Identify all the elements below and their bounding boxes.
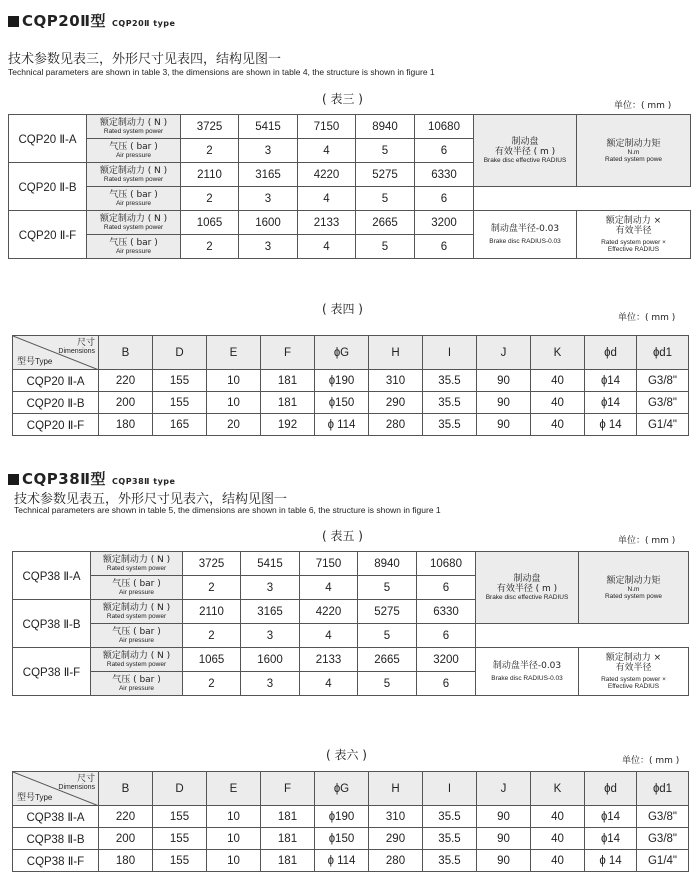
model-cell: CQP20 Ⅱ-B: [9, 163, 87, 211]
square-bullet-icon: [8, 474, 19, 485]
radius-label-en: Brake disc RADIUS-0.03: [491, 675, 563, 682]
disc-label-en: Brake disc effective RADIUS: [483, 157, 567, 164]
table6-unit: 单位：( mm ): [622, 756, 680, 766]
dimensions-label: [58, 338, 95, 355]
dimension-value-cell: 165: [153, 414, 207, 436]
dimension-value-cell: 310: [369, 370, 423, 392]
column-header: E: [207, 336, 261, 370]
column-header: K: [531, 772, 585, 806]
formula-en-a: Rated system power ×: [601, 676, 666, 683]
pressure-value-cell: 3: [239, 235, 298, 259]
column-header: D: [153, 336, 207, 370]
section1-intro-en: Technical parameters are shown in table 3, the dimensions are shown in table 4, the structure is shown in figure 1: [8, 67, 435, 77]
radius-label-zh: 制动盘半径-0.03: [490, 224, 560, 234]
pressure-label-cell: [87, 187, 181, 211]
column-header: J: [477, 772, 531, 806]
pressure-label-cell: [91, 624, 183, 648]
force-value-cell: 2110: [183, 600, 241, 624]
dimension-value-cell: G1/4": [637, 414, 689, 436]
force-value-cell: 1065: [183, 648, 241, 672]
type-label-zh: 型号: [17, 356, 36, 366]
dimension-value-cell: 35.5: [423, 850, 477, 872]
force-value-cell: 3200: [415, 211, 474, 235]
dimension-value-cell: ɸ 114: [315, 850, 369, 872]
dimension-value-cell: 310: [369, 806, 423, 828]
dimension-value-cell: 181: [261, 392, 315, 414]
model-cell: CQP38 Ⅱ-A: [13, 806, 99, 828]
pressure-value-cell: 2: [181, 187, 239, 211]
force-value-cell: 2133: [300, 648, 358, 672]
force-value-cell: 2665: [356, 211, 415, 235]
force-label-cell: [87, 211, 181, 235]
pressure-label-cell: [87, 139, 181, 163]
dimension-value-cell: G3/8": [637, 392, 689, 414]
force-value-cell: 2110: [181, 163, 239, 187]
type-label-en: Type: [35, 357, 53, 366]
dimension-value-cell: 290: [369, 828, 423, 850]
dimension-value-cell: 10: [207, 850, 261, 872]
pressure-value-cell: 4: [298, 187, 356, 211]
dimension-value-cell: 40: [531, 850, 585, 872]
dimension-value-cell: 200: [99, 828, 153, 850]
table-row: [13, 828, 689, 850]
torque-header: [577, 115, 691, 187]
disc-label-zh-a: 制动盘: [513, 574, 541, 584]
force-label-zh: 额定制动力 ( N ): [99, 214, 168, 224]
force-value-cell: 6330: [415, 163, 474, 187]
force-value-cell: 6330: [417, 600, 476, 624]
column-header: B: [99, 772, 153, 806]
force-value-cell: 3200: [417, 648, 476, 672]
model-cell: CQP20 Ⅱ-A: [13, 370, 99, 392]
table6-caption: ( 表六 ): [326, 748, 367, 762]
dimension-value-cell: 180: [99, 414, 153, 436]
force-value-cell: 4220: [298, 163, 356, 187]
column-header: D: [153, 772, 207, 806]
pressure-label-zh: 气压 ( bar ): [109, 142, 158, 152]
dimension-value-cell: 40: [531, 392, 585, 414]
dimension-value-cell: G1/4": [637, 850, 689, 872]
force-value-cell: 2665: [358, 648, 417, 672]
force-value-cell: 5275: [358, 600, 417, 624]
pressure-value-cell: 6: [417, 672, 476, 696]
force-label-cell: [91, 600, 183, 624]
table6: [12, 771, 689, 872]
table3: [8, 114, 691, 259]
dimensions-label-zh: 尺寸: [76, 774, 95, 784]
column-header: ɸd1: [637, 772, 689, 806]
pressure-value-cell: 2: [183, 576, 241, 600]
pressure-value-cell: 2: [183, 624, 241, 648]
type-label: [17, 354, 52, 367]
force-value-cell: 8940: [356, 115, 415, 139]
pressure-label-en: Air pressure: [118, 589, 155, 596]
table-row: [13, 370, 689, 392]
table5: [12, 551, 689, 696]
dimension-value-cell: 90: [477, 806, 531, 828]
torque-unit: N.m: [627, 585, 640, 593]
formula-en-b: Effective RADIUS: [607, 683, 660, 690]
table-row: [9, 211, 691, 235]
dimension-value-cell: 181: [261, 850, 315, 872]
dimension-value-cell: G3/8": [637, 806, 689, 828]
column-header: ɸG: [315, 336, 369, 370]
dimension-value-cell: 20: [207, 414, 261, 436]
model-cell: CQP20 Ⅱ-B: [13, 392, 99, 414]
dimension-value-cell: ɸ 14: [585, 414, 637, 436]
force-label-en: Rated system power: [103, 128, 164, 135]
torque-label-en: Rated system powe: [604, 592, 663, 600]
dimensions-label: [58, 774, 95, 791]
dimension-type-header: [13, 772, 99, 806]
dimension-value-cell: 155: [153, 392, 207, 414]
disc-label-zh-b: 有效半径 ( m ): [496, 584, 558, 594]
pressure-value-cell: 4: [298, 235, 356, 259]
force-label-en: Rated system power: [106, 565, 167, 572]
force-label-cell: [91, 552, 183, 576]
type-label-en: Type: [35, 793, 53, 802]
force-value-cell: 3725: [181, 115, 239, 139]
column-header: E: [207, 772, 261, 806]
pressure-value-cell: 3: [241, 576, 300, 600]
torque-unit: N.m: [627, 148, 640, 156]
pressure-label-zh: 气压 ( bar ): [112, 675, 161, 685]
torque-label-en: Rated system powe: [604, 155, 663, 163]
dimension-value-cell: 10: [207, 806, 261, 828]
column-header: I: [423, 772, 477, 806]
dimension-value-cell: 35.5: [423, 414, 477, 436]
force-value-cell: 7150: [298, 115, 356, 139]
force-label-cell: [87, 115, 181, 139]
torque-formula-cell: [579, 648, 689, 696]
dimension-value-cell: 35.5: [423, 392, 477, 414]
type-label: [17, 790, 52, 803]
force-value-cell: 3165: [241, 600, 300, 624]
pressure-value-cell: 2: [183, 672, 241, 696]
torque-header: [579, 552, 689, 624]
pressure-label-zh: 气压 ( bar ): [112, 579, 161, 589]
dimension-value-cell: 155: [153, 806, 207, 828]
table5-unit: 单位：( mm ): [618, 536, 676, 546]
dimension-value-cell: 90: [477, 392, 531, 414]
force-value-cell: 1065: [181, 211, 239, 235]
table-row: [13, 624, 689, 648]
pressure-label-cell: [87, 235, 181, 259]
dimension-value-cell: 35.5: [423, 370, 477, 392]
pressure-value-cell: 5: [356, 187, 415, 211]
pressure-value-cell: 4: [300, 624, 358, 648]
column-header: J: [477, 336, 531, 370]
column-header: ɸd1: [637, 336, 689, 370]
table-row: [13, 806, 689, 828]
column-header: ɸG: [315, 772, 369, 806]
model-cell: CQP38 Ⅱ-F: [13, 648, 91, 696]
header-row: [13, 772, 689, 806]
column-header: ɸd: [585, 772, 637, 806]
header-row: [13, 336, 689, 370]
pressure-value-cell: 2: [181, 235, 239, 259]
model-cell: CQP38 Ⅱ-A: [13, 552, 91, 600]
force-label-zh: 额定制动力 ( N ): [102, 603, 171, 613]
force-value-cell: 5415: [239, 115, 298, 139]
pressure-label-cell: [91, 576, 183, 600]
force-label-cell: [87, 163, 181, 187]
column-header: F: [261, 336, 315, 370]
formula-zh-a: 额定制动力 ×: [605, 653, 662, 663]
disc-radius-header: [474, 115, 577, 187]
formula-en-b: Effective RADIUS: [607, 246, 660, 253]
pressure-label-zh: 气压 ( bar ): [109, 238, 158, 248]
dimension-value-cell: ɸ150: [315, 392, 369, 414]
force-value-cell: 1600: [239, 211, 298, 235]
pressure-label-en: Air pressure: [118, 685, 155, 692]
model-cell: CQP20 Ⅱ-F: [9, 211, 87, 259]
table-row: [9, 187, 691, 211]
pressure-label-cell: [91, 672, 183, 696]
force-value-cell: 5415: [241, 552, 300, 576]
pressure-value-cell: 4: [298, 139, 356, 163]
force-label-zh: 额定制动力 ( N ): [102, 555, 171, 565]
pressure-value-cell: 5: [358, 672, 417, 696]
dimension-value-cell: ɸ14: [585, 370, 637, 392]
dimension-value-cell: ɸ190: [315, 806, 369, 828]
pressure-value-cell: 6: [415, 139, 474, 163]
dimension-value-cell: 181: [261, 370, 315, 392]
table-row: [13, 414, 689, 436]
force-value-cell: 1600: [241, 648, 300, 672]
pressure-label-en: Air pressure: [115, 152, 152, 159]
column-header: ɸd: [585, 336, 637, 370]
pressure-value-cell: 5: [358, 624, 417, 648]
square-bullet-icon: [8, 16, 19, 27]
torque-label-zh: 额定制动力矩: [606, 575, 661, 586]
pressure-value-cell: 6: [417, 576, 476, 600]
pressure-label-en: Air pressure: [118, 637, 155, 644]
formula-en-a: Rated system power ×: [601, 239, 666, 246]
force-value-cell: 4220: [300, 600, 358, 624]
force-value-cell: 10680: [417, 552, 476, 576]
table4-caption: ( 表四 ): [322, 302, 363, 316]
dimensions-label-en: Dimensions: [58, 348, 95, 355]
model-cell: CQP38 Ⅱ-B: [13, 600, 91, 648]
dimensions-label-zh: 尺寸: [76, 338, 95, 348]
dimension-value-cell: 40: [531, 370, 585, 392]
formula-zh-b: 有效半径: [615, 663, 652, 673]
pressure-value-cell: 5: [358, 576, 417, 600]
pressure-value-cell: 3: [239, 187, 298, 211]
pressure-value-cell: 4: [300, 672, 358, 696]
dimension-value-cell: 10: [207, 370, 261, 392]
dimension-value-cell: 180: [99, 850, 153, 872]
dimension-value-cell: ɸ14: [585, 392, 637, 414]
pressure-label-zh: 气压 ( bar ): [112, 627, 161, 637]
dimension-type-header: [13, 336, 99, 370]
torque-formula-cell: [577, 211, 691, 259]
dimension-value-cell: 40: [531, 828, 585, 850]
force-label-en: Rated system power: [103, 224, 164, 231]
pressure-value-cell: 6: [417, 624, 476, 648]
dimension-value-cell: 290: [369, 392, 423, 414]
table4: [12, 335, 689, 436]
pressure-value-cell: 3: [241, 624, 300, 648]
pressure-value-cell: 6: [415, 235, 474, 259]
force-label-cell: [91, 648, 183, 672]
pressure-value-cell: 6: [415, 187, 474, 211]
dimension-value-cell: ɸ190: [315, 370, 369, 392]
torque-label-zh: 额定制动力矩: [606, 138, 661, 149]
model-cell: CQP20 Ⅱ-F: [13, 414, 99, 436]
dimension-value-cell: 220: [99, 370, 153, 392]
dimension-value-cell: 181: [261, 828, 315, 850]
disc-label-zh-a: 制动盘: [511, 137, 539, 147]
dimension-value-cell: ɸ 114: [315, 414, 369, 436]
table3-caption: ( 表三 ): [322, 92, 363, 106]
force-value-cell: 8940: [358, 552, 417, 576]
force-value-cell: 7150: [300, 552, 358, 576]
force-value-cell: 5275: [356, 163, 415, 187]
dimension-value-cell: 35.5: [423, 828, 477, 850]
dimension-value-cell: 90: [477, 828, 531, 850]
dimension-value-cell: 35.5: [423, 806, 477, 828]
section2-intro-zh: 技术参数见表五，外形尺寸见表六，结构见图一: [14, 492, 288, 507]
model-cell: CQP38 Ⅱ-B: [13, 828, 99, 850]
force-value-cell: 2133: [298, 211, 356, 235]
force-label-en: Rated system power: [103, 176, 164, 183]
pressure-value-cell: 4: [300, 576, 358, 600]
force-value-cell: 3165: [239, 163, 298, 187]
column-header: I: [423, 336, 477, 370]
table-row: [13, 850, 689, 872]
dimensions-label-en: Dimensions: [58, 784, 95, 791]
formula-zh-b: 有效半径: [615, 226, 652, 236]
pressure-label-en: Air pressure: [115, 248, 152, 255]
radius-label-en: Brake disc RADIUS-0.03: [489, 238, 561, 245]
dimension-value-cell: ɸ 14: [585, 850, 637, 872]
dimension-value-cell: 40: [531, 806, 585, 828]
column-header: K: [531, 336, 585, 370]
dimension-value-cell: 280: [369, 850, 423, 872]
force-label-zh: 额定制动力 ( N ): [99, 166, 168, 176]
disc-radius-header: [476, 552, 579, 624]
force-value-cell: 10680: [415, 115, 474, 139]
dimension-value-cell: 280: [369, 414, 423, 436]
table-row: [9, 115, 691, 139]
table-row: [13, 648, 689, 672]
model-cell: CQP20 Ⅱ-A: [9, 115, 87, 163]
dimension-value-cell: 220: [99, 806, 153, 828]
dimension-value-cell: 90: [477, 850, 531, 872]
dimension-value-cell: 40: [531, 414, 585, 436]
dimension-value-cell: 155: [153, 370, 207, 392]
dimension-value-cell: ɸ14: [585, 806, 637, 828]
dimension-value-cell: G3/8": [637, 828, 689, 850]
dimension-value-cell: 181: [261, 806, 315, 828]
pressure-label-en: Air pressure: [115, 200, 152, 207]
pressure-value-cell: 5: [356, 139, 415, 163]
pressure-value-cell: 2: [181, 139, 239, 163]
dimension-value-cell: 200: [99, 392, 153, 414]
dimension-value-cell: 90: [477, 370, 531, 392]
radius-formula-cell: [474, 211, 577, 259]
pressure-value-cell: 3: [241, 672, 300, 696]
table-row: [13, 392, 689, 414]
force-label-zh: 额定制动力 ( N ): [99, 118, 168, 128]
pressure-value-cell: 3: [239, 139, 298, 163]
section1-intro-zh: 技术参数见表三，外形尺寸见表四，结构见图一: [8, 52, 282, 67]
dimension-value-cell: ɸ150: [315, 828, 369, 850]
table3-unit: 单位：( mm ): [614, 101, 672, 111]
column-header: H: [369, 772, 423, 806]
dimension-value-cell: 10: [207, 828, 261, 850]
type-label-zh: 型号: [17, 792, 36, 802]
table-row: [13, 552, 689, 576]
table4-unit: 单位：( mm ): [618, 313, 676, 323]
dimension-value-cell: 90: [477, 414, 531, 436]
radius-formula-cell: [476, 648, 579, 696]
dimension-value-cell: 155: [153, 828, 207, 850]
table5-caption: ( 表五 ): [322, 529, 363, 543]
section1-title: CQP20Ⅱ型 CQP20Ⅱ type: [8, 10, 175, 31]
pressure-label-zh: 气压 ( bar ): [109, 190, 158, 200]
force-label-en: Rated system power: [106, 661, 167, 668]
force-value-cell: 3725: [183, 552, 241, 576]
disc-label-en: Brake disc effective RADIUS: [485, 594, 569, 601]
formula-zh-a: 额定制动力 ×: [605, 216, 662, 226]
dimension-value-cell: 155: [153, 850, 207, 872]
pressure-value-cell: 5: [356, 235, 415, 259]
force-label-zh: 额定制动力 ( N ): [102, 651, 171, 661]
section2-title: CQP38Ⅱ型 CQP38Ⅱ type: [8, 468, 175, 489]
dimension-value-cell: 10: [207, 392, 261, 414]
dimension-value-cell: 192: [261, 414, 315, 436]
section2-intro-en: Technical parameters are shown in table 5, the dimensions are shown in table 6, the structure is shown in figure 1: [14, 505, 441, 515]
dimension-value-cell: G3/8": [637, 370, 689, 392]
model-cell: CQP38 Ⅱ-F: [13, 850, 99, 872]
column-header: H: [369, 336, 423, 370]
force-label-en: Rated system power: [106, 613, 167, 620]
disc-label-zh-b: 有效半径 ( m ): [494, 147, 556, 157]
radius-label-zh: 制动盘半径-0.03: [492, 661, 562, 671]
column-header: F: [261, 772, 315, 806]
dimension-value-cell: ɸ14: [585, 828, 637, 850]
column-header: B: [99, 336, 153, 370]
